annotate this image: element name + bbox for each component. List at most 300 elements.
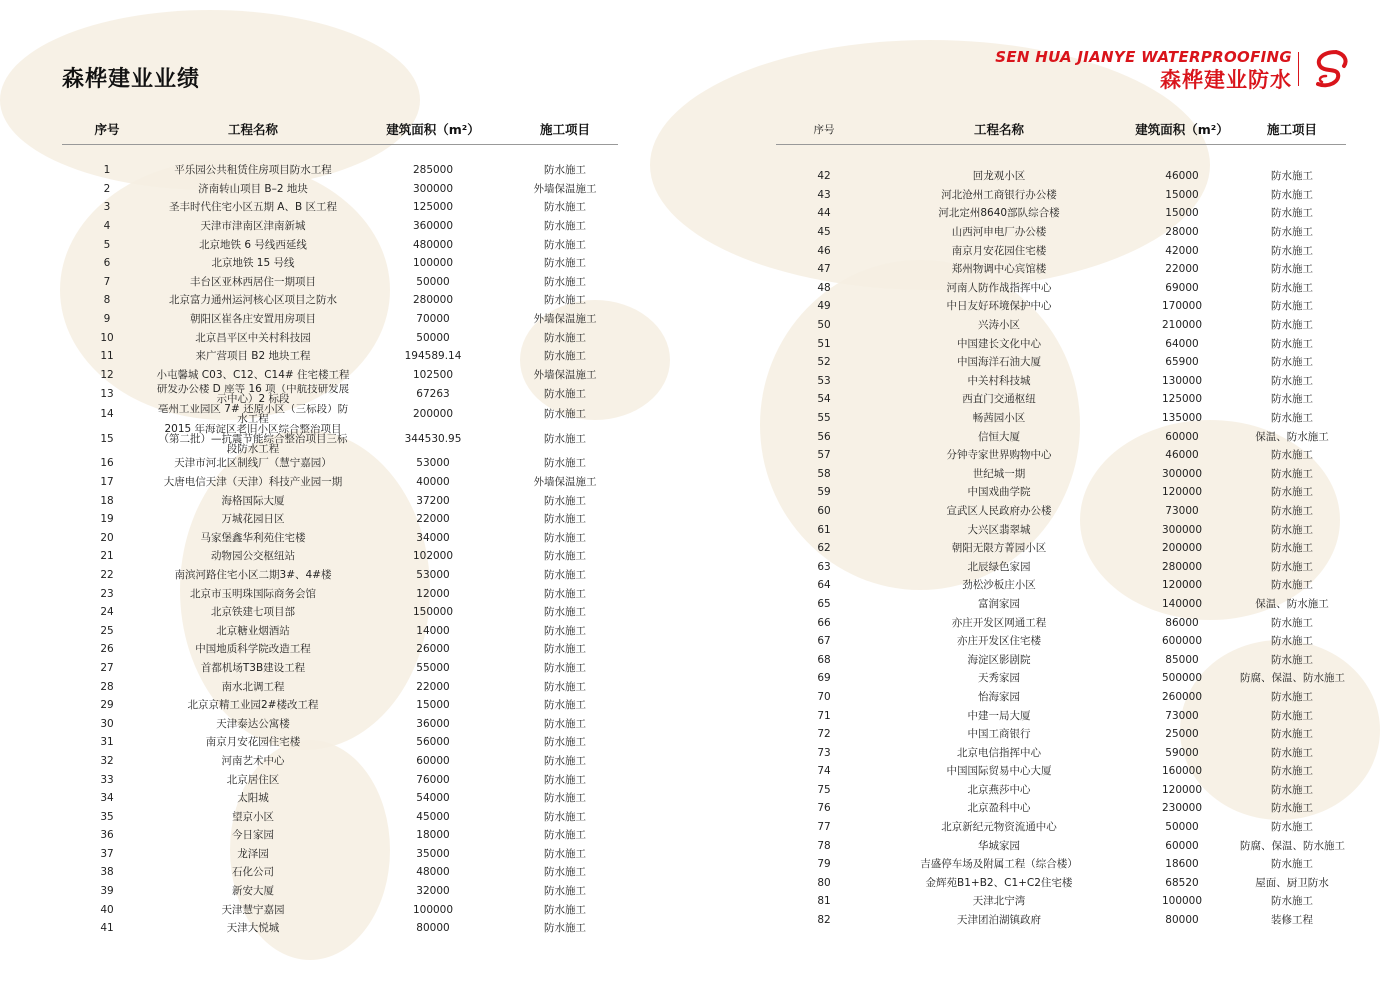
cell-name: 中国工商银行 <box>967 728 1031 741</box>
table-row <box>62 845 618 864</box>
cell-area: 230000 <box>1161 802 1203 815</box>
cell-name: 北京铁建七项目部 <box>211 606 295 619</box>
spacer-cell <box>776 145 1346 168</box>
cell-scope: 防水施工 <box>1271 579 1313 592</box>
cell-name: 天津泰达公寓楼 <box>216 717 290 730</box>
cell-no: 60 <box>817 504 831 517</box>
cell-area: 170000 <box>1161 300 1203 313</box>
cell-no: 44 <box>817 207 831 220</box>
brand-name-english: SEN HUA JIANYE WATERPROOFING <box>995 48 1292 66</box>
header-no: 序号 <box>776 114 872 145</box>
cell-name: 中日友好环境保护中心 <box>946 300 1052 313</box>
cell-area: 50000 <box>416 275 450 288</box>
cell-scope: 防水施工 <box>1271 765 1313 778</box>
table-row <box>776 260 1346 279</box>
table-row <box>62 291 618 310</box>
cell-area: 53000 <box>416 568 450 581</box>
cell-no: 34 <box>100 792 114 805</box>
cell-name: 世纪城一期 <box>972 467 1026 480</box>
cell-scope: 防水施工 <box>544 494 586 507</box>
table-row <box>776 465 1346 484</box>
cell-name: 北京糖业烟酒站 <box>216 624 290 637</box>
cell-name: 华城家园 <box>978 839 1020 852</box>
cell-area: 54000 <box>416 792 450 805</box>
cell-no: 76 <box>817 802 831 815</box>
cell-no: 66 <box>817 616 831 629</box>
cell-no: 59 <box>817 486 831 499</box>
cell-name: 北京新纪元物资流通中心 <box>941 821 1057 834</box>
cell-no: 1 <box>103 164 111 177</box>
cell-scope: 防水施工 <box>544 275 586 288</box>
cell-area: 600000 <box>1161 635 1203 648</box>
table-row <box>776 167 1346 186</box>
table-row <box>776 706 1346 725</box>
table-row <box>776 483 1346 502</box>
cell-name: 研发办公楼 D 座等 16 项（中航技研发展示中心）2 标段 <box>156 384 350 405</box>
cell-no: 32 <box>100 754 114 767</box>
cell-area: 40000 <box>416 476 450 489</box>
cell-no: 14 <box>100 408 114 421</box>
cell-area: 12000 <box>416 587 450 600</box>
cell-name: 山西河申电厂办公楼 <box>951 226 1047 239</box>
cell-name: 河北沧州工商银行办公楼 <box>941 188 1057 201</box>
cell-area: 120000 <box>1161 783 1203 796</box>
cell-no: 71 <box>817 709 831 722</box>
cell-area: 53000 <box>416 457 450 470</box>
table-row <box>62 491 618 510</box>
cell-no: 79 <box>817 858 831 871</box>
cell-area: 344530.95 <box>404 433 462 446</box>
cell-name: 来广营项目 B2 地块工程 <box>195 350 311 363</box>
cell-no: 51 <box>817 337 831 350</box>
cell-name: 北京市玉明珠国际商务会馆 <box>190 587 316 600</box>
cell-area: 64000 <box>1165 337 1199 350</box>
cell-name: 信恒大厦 <box>978 430 1020 443</box>
cell-scope: 防水施工 <box>1271 170 1313 183</box>
table-row <box>62 919 618 938</box>
cell-area: 15000 <box>1165 207 1199 220</box>
cell-no: 39 <box>100 885 114 898</box>
cell-scope: 外墙保温施工 <box>533 313 597 326</box>
cell-scope: 防水施工 <box>1271 412 1313 425</box>
cell-name: 中国地质科学院改造工程 <box>195 643 311 656</box>
table-row <box>62 424 618 454</box>
cell-no: 2 <box>103 182 111 195</box>
cell-name: 南水北调工程 <box>221 680 285 693</box>
cell-no: 30 <box>100 717 114 730</box>
table-row <box>62 161 618 180</box>
cell-area: 26000 <box>416 643 450 656</box>
cell-name: 亦庄开发区网通工程 <box>951 616 1047 629</box>
cell-no: 38 <box>100 866 114 879</box>
cell-no: 62 <box>817 542 831 555</box>
table-row <box>62 621 618 640</box>
cell-name: 万城花园日区 <box>221 513 285 526</box>
table-row <box>776 557 1346 576</box>
cell-area: 22000 <box>416 680 450 693</box>
cell-area: 300000 <box>1161 523 1203 536</box>
cell-area: 14000 <box>416 624 450 637</box>
table-row <box>62 882 618 901</box>
cell-name: 圣丰时代住宅小区五期 A、B 区工程 <box>168 201 338 214</box>
cell-area: 102500 <box>412 368 454 381</box>
cell-no: 52 <box>817 356 831 369</box>
cell-scope: 防腐、保温、防水施工 <box>1240 839 1345 852</box>
cell-scope: 防水施工 <box>544 754 586 767</box>
cell-name: 北辰绿色家园 <box>967 560 1031 573</box>
table-row <box>62 547 618 566</box>
cell-scope: 防水施工 <box>544 408 586 421</box>
cell-scope: 防水施工 <box>544 866 586 879</box>
cell-scope: 防水施工 <box>544 829 586 842</box>
cell-name: 济南转山项目 B–2 地块 <box>198 182 308 195</box>
cell-no: 58 <box>817 467 831 480</box>
cell-name: 龙泽园 <box>237 847 269 860</box>
table-row <box>62 510 618 529</box>
cell-area: 36000 <box>416 717 450 730</box>
cell-area: 18000 <box>416 829 450 842</box>
table-row <box>62 328 618 347</box>
cell-no: 20 <box>100 531 114 544</box>
cell-area: 135000 <box>1161 412 1203 425</box>
cell-area: 15000 <box>1165 188 1199 201</box>
cell-name: 北京燕莎中心 <box>967 783 1031 796</box>
cell-name: 金辉苑B1+B2、C1+C2住宅楼 <box>925 876 1073 889</box>
cell-area: 60000 <box>416 754 450 767</box>
cell-scope: 防水施工 <box>544 885 586 898</box>
table-row <box>776 911 1346 930</box>
cell-scope: 防水施工 <box>544 736 586 749</box>
cell-name: 朝阳无限方菁园小区 <box>951 542 1047 555</box>
table-row <box>776 725 1346 744</box>
cell-no: 77 <box>817 821 831 834</box>
cell-area: 100000 <box>412 257 454 270</box>
cell-scope: 防水施工 <box>1271 226 1313 239</box>
cell-name: 北京京精工业园2#楼改工程 <box>187 699 319 712</box>
cell-area: 48000 <box>416 866 450 879</box>
cell-name: 北京地铁 6 号线西延线 <box>199 238 307 251</box>
cell-name: 首都机场T3B建设工程 <box>200 661 306 674</box>
cell-area: 100000 <box>1161 895 1203 908</box>
cell-area: 76000 <box>416 773 450 786</box>
table-row <box>62 404 618 424</box>
cell-name: 劲松沙板庄小区 <box>962 579 1036 592</box>
cell-name: 兴涛小区 <box>978 319 1020 332</box>
table-row <box>62 254 618 273</box>
header-no: 序号 <box>62 114 152 145</box>
cell-area: 50000 <box>416 331 450 344</box>
cell-no: 13 <box>100 388 114 401</box>
cell-scope: 防水施工 <box>1271 374 1313 387</box>
cell-name: 中建一局大厦 <box>967 709 1031 722</box>
cell-name: 石化公司 <box>232 866 274 879</box>
cell-no: 54 <box>817 393 831 406</box>
cell-no: 82 <box>817 914 831 927</box>
table-row <box>62 273 618 292</box>
cell-no: 16 <box>100 457 114 470</box>
cell-name: 西直门交通枢纽 <box>962 393 1036 406</box>
cell-area: 200000 <box>412 408 454 421</box>
table-row <box>776 818 1346 837</box>
cell-no: 19 <box>100 513 114 526</box>
cell-scope: 防水施工 <box>1271 821 1313 834</box>
cell-name: 中国戏曲学院 <box>967 486 1031 499</box>
cell-scope: 防水施工 <box>1271 858 1313 871</box>
table-row <box>776 279 1346 298</box>
cell-no: 53 <box>817 374 831 387</box>
header-scope: 施工项目 <box>512 114 618 145</box>
cell-scope: 防水施工 <box>544 717 586 730</box>
table-row <box>62 566 618 585</box>
table-row <box>62 180 618 199</box>
cell-scope: 防水施工 <box>1271 188 1313 201</box>
table-row <box>776 632 1346 651</box>
cell-scope: 防水施工 <box>544 810 586 823</box>
cell-name: 吉盛停车场及附属工程（综合楼） <box>920 858 1078 871</box>
table-row <box>776 409 1346 428</box>
cell-area: 35000 <box>416 847 450 860</box>
cell-name: 新安大厦 <box>232 885 274 898</box>
cell-scope: 防水施工 <box>544 238 586 251</box>
cell-scope: 防水施工 <box>544 201 586 214</box>
cell-area: 69000 <box>1165 281 1199 294</box>
cell-scope: 防水施工 <box>544 568 586 581</box>
table-row <box>776 650 1346 669</box>
table-row <box>776 427 1346 446</box>
cell-scope: 防水施工 <box>544 457 586 470</box>
cell-no: 37 <box>100 847 114 860</box>
table-row <box>776 892 1346 911</box>
cell-no: 68 <box>817 653 831 666</box>
cell-name: 南京月安花园住宅楼 <box>951 244 1047 257</box>
table-row <box>776 855 1346 874</box>
cell-no: 75 <box>817 783 831 796</box>
cell-area: 28000 <box>1165 226 1199 239</box>
table-spacer-row <box>62 145 618 162</box>
cell-scope: 防水施工 <box>1271 542 1313 555</box>
cell-name: 怡海家园 <box>978 690 1020 703</box>
cell-name: 富润家园 <box>978 597 1020 610</box>
cell-no: 12 <box>100 368 114 381</box>
table-row <box>62 366 618 385</box>
table-row <box>62 770 618 789</box>
cell-scope: 防水施工 <box>1271 653 1313 666</box>
cell-no: 26 <box>100 643 114 656</box>
table-row <box>776 762 1346 781</box>
table-row <box>62 198 618 217</box>
cell-no: 57 <box>817 449 831 462</box>
cell-name: 北京盈科中心 <box>967 802 1031 815</box>
cell-name: 郑州物调中心宾馆楼 <box>951 263 1047 276</box>
brand-logo-icon <box>1306 46 1352 92</box>
cell-area: 37200 <box>416 494 450 507</box>
cell-no: 78 <box>817 839 831 852</box>
table-body-left <box>62 145 618 938</box>
cell-name: 望京小区 <box>232 810 274 823</box>
table-row <box>776 781 1346 800</box>
cell-name: 中国建长文化中心 <box>957 337 1041 350</box>
table-row <box>776 688 1346 707</box>
cell-scope: 防水施工 <box>1271 895 1313 908</box>
table-row <box>776 334 1346 353</box>
table-header-row <box>776 114 1346 145</box>
cell-area: 22000 <box>1165 263 1199 276</box>
cell-area: 160000 <box>1161 765 1203 778</box>
cell-area: 18600 <box>1165 858 1199 871</box>
cell-name: 天津大悦城 <box>226 922 280 935</box>
cell-area: 42000 <box>1165 244 1199 257</box>
table-spacer-row <box>776 145 1346 168</box>
brand-name-chinese: 森桦建业防水 <box>1160 68 1292 92</box>
cell-no: 36 <box>100 829 114 842</box>
cell-area: 480000 <box>412 238 454 251</box>
cell-area: 120000 <box>1161 486 1203 499</box>
cell-area: 500000 <box>1161 672 1203 685</box>
cell-no: 35 <box>100 810 114 823</box>
table-row <box>62 603 618 622</box>
cell-area: 46000 <box>1165 170 1199 183</box>
table-row <box>62 640 618 659</box>
cell-no: 67 <box>817 635 831 648</box>
projects-table-right <box>776 114 1346 929</box>
cell-scope: 防水施工 <box>1271 560 1313 573</box>
cell-scope: 防水施工 <box>544 257 586 270</box>
cell-name: 天秀家园 <box>978 672 1020 685</box>
cell-no: 3 <box>103 201 111 214</box>
cell-name: 今日家园 <box>232 829 274 842</box>
cell-area: 59000 <box>1165 746 1199 759</box>
cell-name: 平乐园公共租赁住房项目防水工程 <box>174 164 332 177</box>
cell-no: 21 <box>100 550 114 563</box>
cell-name: 河北定州8640部队综合楼 <box>938 207 1060 220</box>
cell-no: 7 <box>103 275 111 288</box>
cell-name: 马家堡鑫华利苑住宅楼 <box>200 531 306 544</box>
cell-area: 120000 <box>1161 579 1203 592</box>
table-row <box>776 502 1346 521</box>
cell-name: 天津市河北区制线厂（慧宁嘉园） <box>174 457 332 470</box>
cell-name: 太阳城 <box>237 792 269 805</box>
table-row <box>62 473 618 492</box>
cell-no: 49 <box>817 300 831 313</box>
cell-name: 天津市津南区津南新城 <box>200 220 306 233</box>
cell-no: 72 <box>817 728 831 741</box>
cell-name: 丰台区亚林西居住一期项目 <box>190 275 316 288</box>
cell-scope: 装修工程 <box>1271 914 1313 927</box>
cell-area: 140000 <box>1161 597 1203 610</box>
cell-name: 分钟寺家世界购物中心 <box>946 449 1052 462</box>
table-row <box>62 863 618 882</box>
cell-no: 45 <box>817 226 831 239</box>
cell-area: 285000 <box>412 164 454 177</box>
cell-no: 50 <box>817 319 831 332</box>
table-row <box>62 659 618 678</box>
cell-no: 43 <box>817 188 831 201</box>
cell-no: 46 <box>817 244 831 257</box>
cell-name: 中国国际贸易中心大厦 <box>946 765 1052 778</box>
cell-no: 69 <box>817 672 831 685</box>
cell-no: 42 <box>817 170 831 183</box>
cell-scope: 外墙保温施工 <box>533 182 597 195</box>
cell-area: 102000 <box>412 550 454 563</box>
table-row <box>776 576 1346 595</box>
cell-area: 15000 <box>416 699 450 712</box>
cell-name: 大唐电信天津（天津）科技产业园一期 <box>163 476 343 489</box>
table-row <box>776 799 1346 818</box>
cell-name: 中关村科技城 <box>967 374 1031 387</box>
cell-area: 80000 <box>1165 914 1199 927</box>
cell-scope: 防水施工 <box>1271 207 1313 220</box>
table-row <box>776 520 1346 539</box>
cell-scope: 防腐、保温、防水施工 <box>1240 672 1345 685</box>
cell-name: 北京电信指挥中心 <box>957 746 1041 759</box>
cell-no: 22 <box>100 568 114 581</box>
cell-scope: 防水施工 <box>1271 244 1313 257</box>
cell-name: 海格国际大厦 <box>221 494 285 507</box>
cell-scope: 防水施工 <box>544 661 586 674</box>
cell-no: 11 <box>100 350 114 363</box>
cell-scope: 防水施工 <box>544 550 586 563</box>
cell-area: 150000 <box>412 606 454 619</box>
cell-scope: 防水施工 <box>544 531 586 544</box>
cell-no: 28 <box>100 680 114 693</box>
cell-area: 280000 <box>1161 560 1203 573</box>
cell-scope: 保温、防水施工 <box>1255 430 1329 443</box>
cell-area: 46000 <box>1165 449 1199 462</box>
cell-scope: 防水施工 <box>544 606 586 619</box>
cell-scope: 防水施工 <box>1271 393 1313 406</box>
cell-area: 125000 <box>1161 393 1203 406</box>
projects-table-left <box>62 114 618 938</box>
cell-name: 北京昌平区中关村科技园 <box>195 331 311 344</box>
cell-name: 海淀区影剧院 <box>967 653 1031 666</box>
table-row <box>776 390 1346 409</box>
cell-scope: 防水施工 <box>1271 356 1313 369</box>
cell-no: 8 <box>103 294 111 307</box>
cell-scope: 防水施工 <box>544 792 586 805</box>
cell-name: 河南艺术中心 <box>221 754 285 767</box>
cell-name: 朝阳区崔各庄安置用房项目 <box>190 313 316 326</box>
cell-no: 23 <box>100 587 114 600</box>
cell-no: 64 <box>817 579 831 592</box>
cell-scope: 防水施工 <box>1271 690 1313 703</box>
cell-name: 动物园公交枢纽站 <box>211 550 295 563</box>
cell-name: 天津北宁湾 <box>972 895 1026 908</box>
cell-scope: 防水施工 <box>544 680 586 693</box>
cell-area: 55000 <box>416 661 450 674</box>
cell-area: 300000 <box>412 182 454 195</box>
cell-no: 9 <box>103 313 111 326</box>
cell-scope: 防水施工 <box>544 922 586 935</box>
table-header-row <box>62 114 618 145</box>
cell-scope: 外墙保温施工 <box>533 368 597 381</box>
cell-area: 125000 <box>412 201 454 214</box>
table-row <box>776 241 1346 260</box>
cell-name: 天津团泊湖镇政府 <box>957 914 1041 927</box>
cell-area: 60000 <box>1165 839 1199 852</box>
table-row <box>62 826 618 845</box>
cell-area: 85000 <box>1165 653 1199 666</box>
cell-no: 15 <box>100 433 114 446</box>
cell-no: 17 <box>100 476 114 489</box>
cell-no: 55 <box>817 412 831 425</box>
cell-scope: 防水施工 <box>1271 300 1313 313</box>
table-row <box>62 696 618 715</box>
cell-name: 中国海洋石油大厦 <box>957 356 1041 369</box>
table-row <box>776 223 1346 242</box>
cell-no: 4 <box>103 220 111 233</box>
cell-name: 天津慧宁嘉园 <box>221 903 285 916</box>
cell-no: 81 <box>817 895 831 908</box>
